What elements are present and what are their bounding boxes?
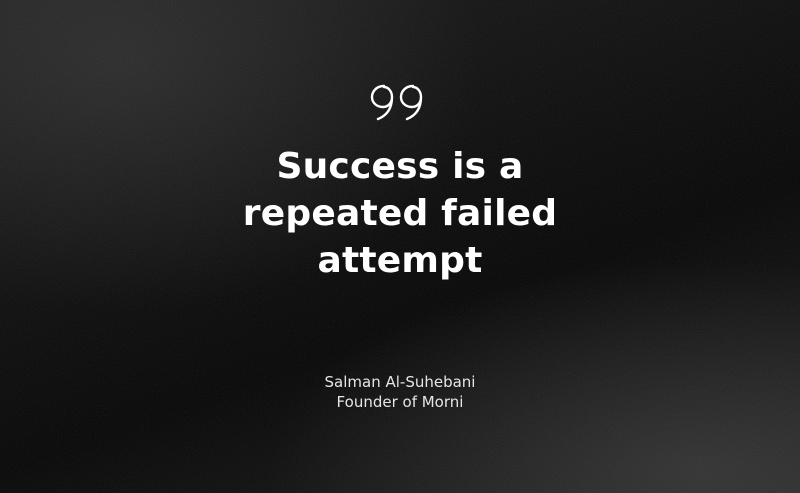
quote-line: repeated failed [242, 193, 558, 234]
quote-line: attempt [317, 240, 483, 281]
quote-line: Success is a [276, 146, 524, 187]
quote-text [200, 143, 600, 284]
quote-icon [370, 83, 430, 121]
author-name: Salman Al-Suhebani [324, 373, 476, 391]
author-role: Founder of Morni [336, 393, 464, 411]
author-block [250, 372, 550, 412]
